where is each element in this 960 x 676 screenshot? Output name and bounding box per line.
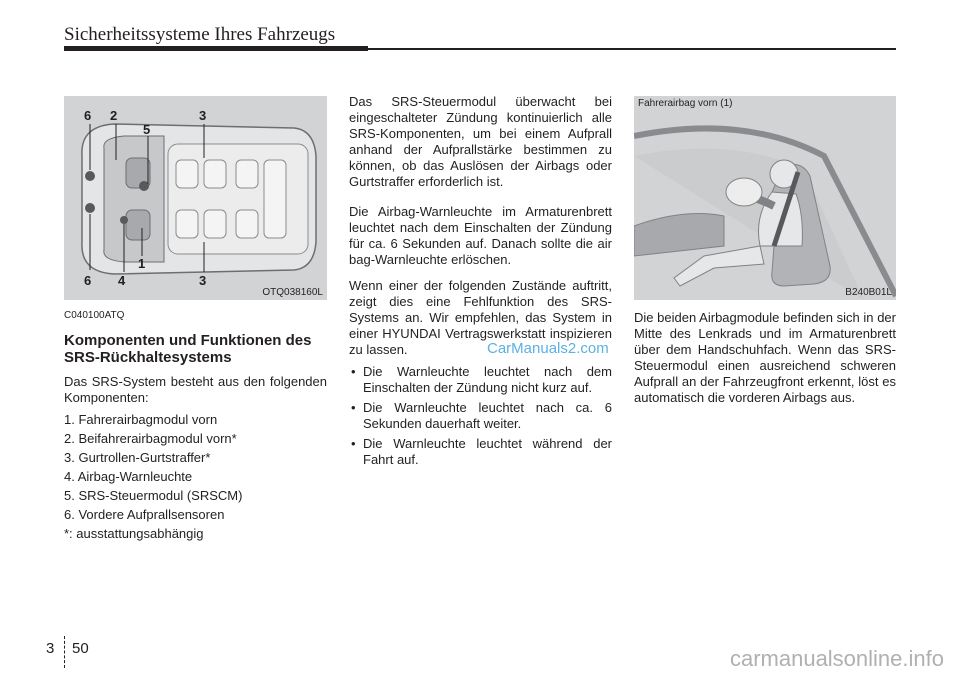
footnote: *: ausstattungsabhängig: [64, 526, 204, 541]
list-item: 6. Vordere Aufprallsensoren: [64, 507, 225, 522]
bullet-list: [349, 364, 612, 468]
callout-3-top: 3: [199, 108, 207, 123]
column-2: [349, 94, 612, 472]
column-3: [634, 310, 896, 412]
car-topview-illustration: [64, 96, 327, 300]
list-item: • Die Warnleuchte leuchtet nach dem Einschalten der Zündung nicht kurz auf.: [349, 364, 612, 396]
list-item: • Die Warnleuchte leuchtet während der Fahrt auf.: [349, 436, 612, 468]
paragraph: Wenn einer der folgenden Zustände auftritt, zeigt dies eine Fehlfunktion des SRS-Systems an. Wir empfehlen, das System in einer HYUNDAI Vertragswerkstatt inspizieren zu lassen.: [349, 278, 612, 357]
airbag-figure: [634, 96, 896, 300]
callout-1: 1: [138, 256, 146, 271]
intro-text: Das SRS-System besteht aus den folgenden Komponenten:: [64, 374, 327, 405]
watermark-text: CarManuals2.com: [487, 340, 609, 357]
callout-6-bottom: 6: [84, 273, 92, 288]
page-number: 50: [72, 640, 89, 657]
list-item: 1. Fahrerairbagmodul vorn: [64, 412, 218, 427]
paragraph: Das SRS-Steuermodul überwacht bei eingeschalteter Zündung kontinuierlich alle SRS-Komponenten, um bei einem Aufprall anhand der Aufprallstärke bestimmen zu können, ob das Auslösen der Airbags oder Gurtstraffer erforderlich ist.: [349, 94, 612, 189]
page-rule: [64, 636, 66, 668]
section-heading: Komponenten und Funktionen des SRS-Rückhaltesystems: [64, 332, 312, 366]
callout-4: 4: [118, 273, 126, 288]
paragraph: Die Airbag-Warnleuchte im Armaturenbrett leuchtet nach dem Einschalten der Zündung für ca. 6 Sekunden auf. Danach sollte die air bag-Warnleuchte erlöschen.: [349, 204, 612, 267]
component-list: [64, 412, 327, 523]
header-rule: [64, 48, 896, 50]
list-item: 2. Beifahrerairbagmodul vorn*: [64, 431, 237, 446]
list-item: 4. Airbag-Warnleuchte: [64, 469, 193, 484]
car-diagram-figure: [64, 96, 327, 300]
callout-3-bottom: 3: [199, 273, 207, 288]
figure-label: Fahrerairbag vorn (1): [638, 98, 733, 109]
figure-code: B240B01L: [845, 287, 892, 298]
figure-code: OTQ038160L: [262, 287, 323, 298]
footer-site-text: carmanualsonline.info: [729, 646, 944, 671]
list-item: 3. Gurtrollen-Gurtstraffer*: [64, 450, 211, 465]
callout-2: 2: [110, 108, 118, 123]
page-title: Sicherheitssysteme Ihres Fahrzeugs: [64, 24, 336, 45]
column-1: [64, 308, 327, 548]
list-item: 5. SRS-Steuermodul (SRSCM): [64, 488, 243, 503]
callout-6-top: 6: [84, 108, 92, 123]
callout-5: 5: [143, 122, 151, 137]
chapter-number: 3: [46, 640, 55, 657]
section-code: C040100ATQ: [64, 310, 125, 321]
list-item: • Die Warnleuchte leuchtet nach ca. 6 Sekunden dauerhaft weiter.: [349, 400, 612, 432]
paragraph: Die beiden Airbagmodule befinden sich in der Mitte des Lenkrads und im Armaturenbrett über dem Handschuhfach. Wenn das SRS-Steuermodul einen ausreichend schweren Aufprall an der Fahrzeugfront erkennt, löst es automatisch die vorderen Airbags aus.: [634, 310, 896, 405]
driver-airbag-illustration: [634, 96, 896, 300]
